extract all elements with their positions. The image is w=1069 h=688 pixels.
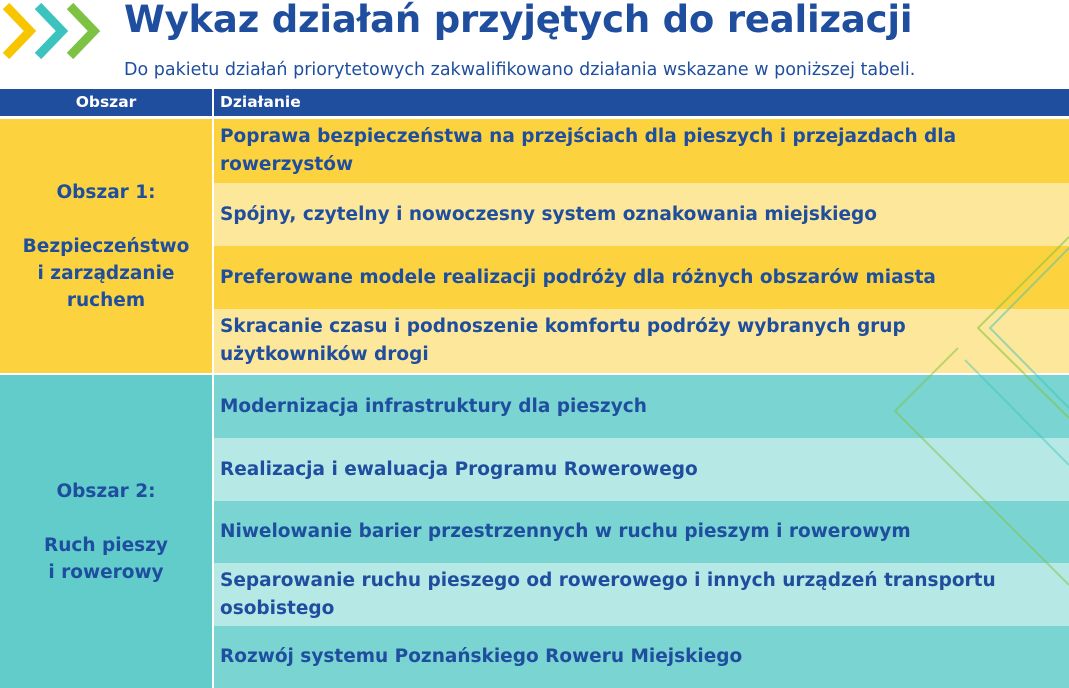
table-row <box>214 501 1069 563</box>
action-text: Modernizacja infrastruktury dla pieszych <box>220 395 647 417</box>
action-text: Realizacja i ewaluacja Programu Rowerowego <box>220 458 698 480</box>
table-header <box>0 89 1069 116</box>
action-text: Preferowane modele realizacji podróży dla różnych obszarów miasta <box>220 266 936 288</box>
action-text: Rozwój systemu Poznańskiego Roweru Miejskiego <box>220 646 743 667</box>
table-row <box>214 246 1069 309</box>
action-text: Skracanie czasu i podnoszenie komfortu podróży wybranych grup użytkowników drogi <box>220 316 906 365</box>
table-row <box>214 438 1069 501</box>
area-name-line: i zarządzanie <box>37 262 175 284</box>
area-group-2 <box>0 375 1069 688</box>
area-number: Obszar 1: <box>56 181 156 203</box>
column-header-area: Obszar <box>75 93 137 111</box>
table-row <box>214 626 1069 688</box>
table-row <box>214 119 1069 183</box>
area-name-line: Bezpieczeństwo <box>22 235 190 257</box>
actions-table <box>0 89 1069 688</box>
action-rows-1 <box>214 119 1069 373</box>
action-text: Niwelowanie barier przestrzennych w ruchu pieszym i rowerowym <box>220 521 911 542</box>
chevrons-logo-icon <box>0 0 120 62</box>
area-name-line: Ruch pieszy <box>44 534 168 556</box>
area-number: Obszar 2: <box>56 480 156 502</box>
action-text: Spójny, czytelny i nowoczesny system oznakowania miejskiego <box>220 203 878 225</box>
page-subtitle: Do pakietu działań priorytetowych zakwalifikowano działania wskazane w poniższej tabeli. <box>124 60 916 80</box>
column-divider <box>212 89 214 116</box>
area-cell-2 <box>0 375 212 688</box>
table-row <box>214 563 1069 626</box>
area-group-1 <box>0 119 1069 373</box>
table-row <box>214 375 1069 438</box>
area-name-line: ruchem <box>66 289 146 311</box>
action-text: Separowanie ruchu pieszego od rowerowego i innych urządzeń transportu osobistego <box>220 569 996 619</box>
area-name-line: i rowerowy <box>48 561 164 583</box>
table-row <box>214 309 1069 373</box>
action-text: Poprawa bezpieczeństwa na przejściach dla pieszych i przejazdach dla rowerzystów <box>220 126 957 175</box>
page-title: Wykaz działań przyjętych do realizacji <box>124 0 913 41</box>
area-cell-1 <box>0 119 212 373</box>
table-row <box>214 183 1069 246</box>
column-header-action: Działanie <box>220 93 301 111</box>
action-rows-2 <box>214 375 1069 688</box>
